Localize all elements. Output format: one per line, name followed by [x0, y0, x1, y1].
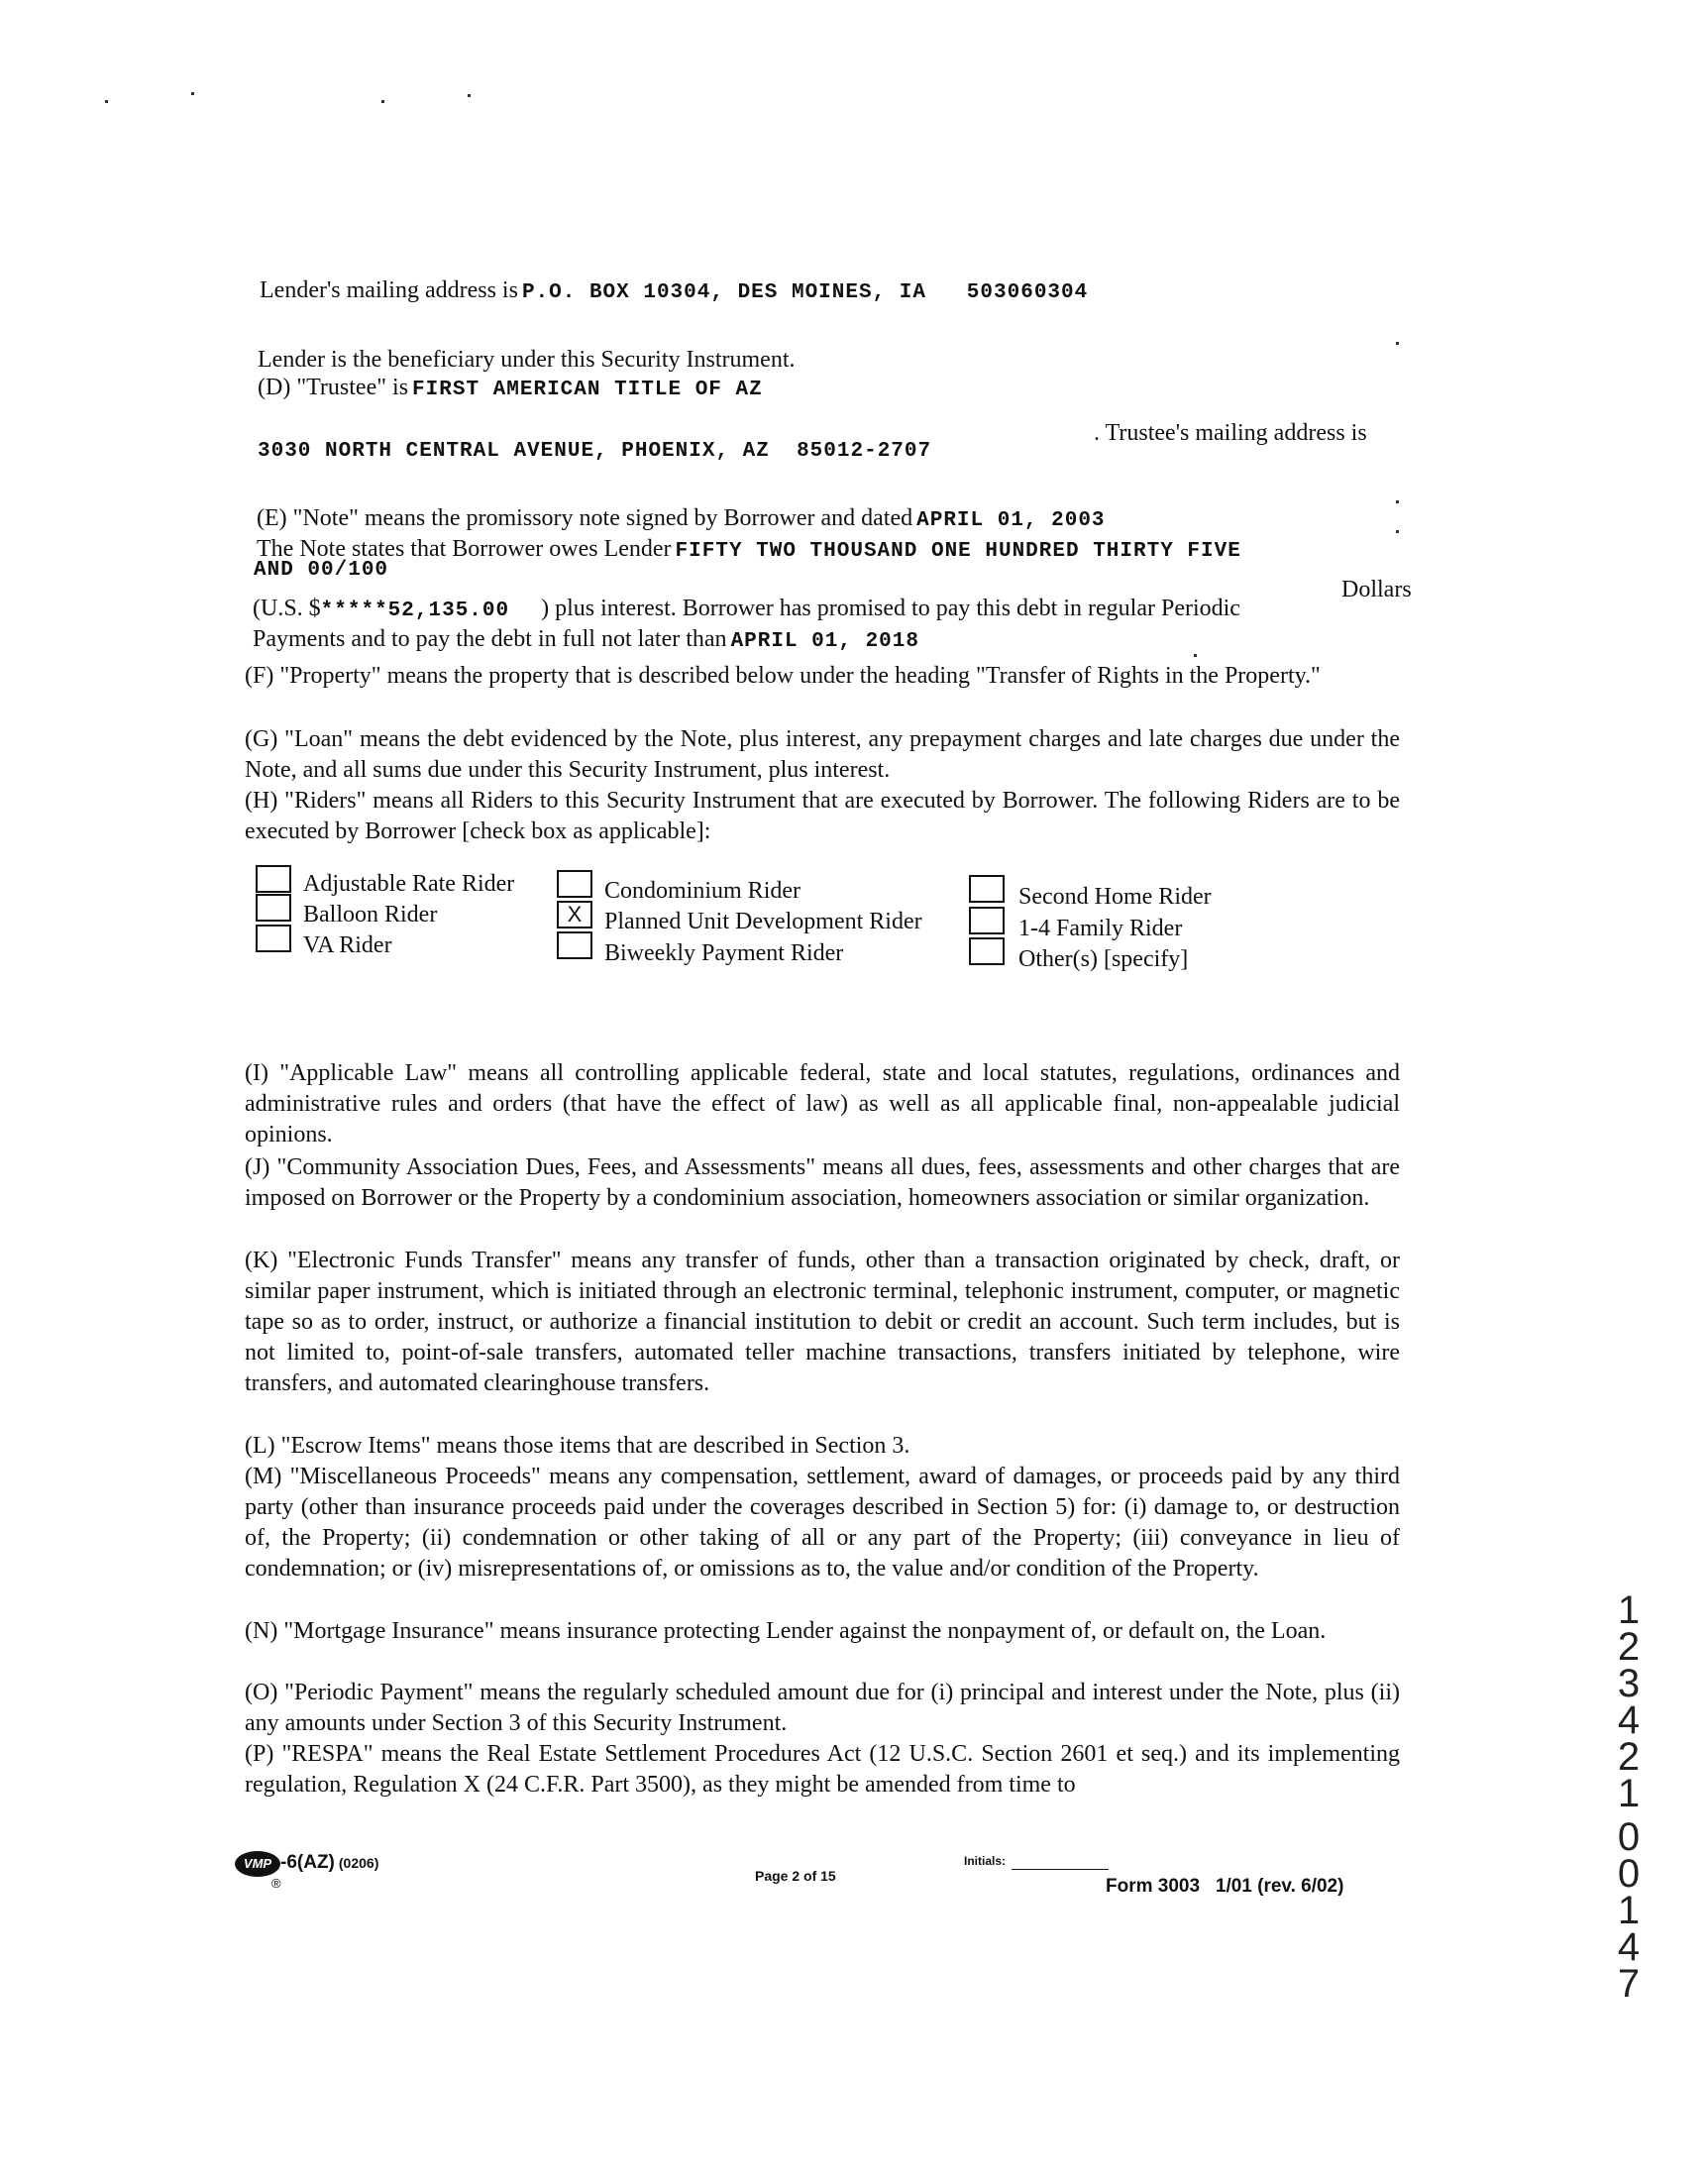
label-planned-unit-development-rider: Planned Unit Development Rider — [604, 909, 922, 934]
scan-speck — [1396, 530, 1399, 533]
form-code — [280, 1852, 378, 1874]
trustee-mailing-label: . Trustee's mailing address is — [1094, 420, 1367, 446]
scan-speck — [381, 100, 384, 103]
paragraph-f-property: (F) "Property" means the property that is described below under the heading "Transfer of Rights in the Property." — [245, 663, 1321, 689]
checkbox-other-riders[interactable] — [969, 937, 1005, 965]
paragraph-j-community-association: (J) "Community Association Dues, Fees, and Assessments" means all dues, fees, assessments and other charges that are imposed on Borrower or the Property by a condominium association, homeowners association or similar organization. — [245, 1154, 1400, 1211]
note-amount-words-cont: AND 00/100 — [254, 559, 389, 582]
checkbox-1-4-family-rider[interactable] — [969, 907, 1005, 934]
paragraph-o-periodic-payment: (O) "Periodic Payment" means the regularly scheduled amount due for (i) principal and interest under the Note, plus (ii) any amounts under Section 3 of this Security Instrument. — [245, 1680, 1400, 1736]
recording-stamp-number-1: 123421 — [1617, 1588, 1641, 1815]
initials-line — [1012, 1869, 1109, 1870]
initials-label: Initials: — [964, 1854, 1007, 1868]
paragraph-l-escrow-items: (L) "Escrow Items" means those items that are described in Section 3. — [245, 1433, 910, 1459]
loan-amount: *****52,135.00 — [320, 600, 510, 622]
form-code-rev: (0206) — [338, 1855, 379, 1871]
label-condominium-rider: Condominium Rider — [604, 878, 801, 904]
vmp-logo-text: VMP — [243, 1856, 272, 1871]
form-code-main: -6(AZ) — [280, 1852, 335, 1873]
label-biweekly-payment-rider: Biweekly Payment Rider — [604, 940, 844, 966]
checkbox-biweekly-payment-rider[interactable] — [557, 931, 592, 959]
recording-stamp-number-2: 00147 — [1617, 1815, 1641, 2006]
trustee-label: (D) "Trustee" is — [258, 375, 409, 400]
payments-text: Payments and to pay the debt in full not later than — [253, 626, 727, 652]
checkbox-va-rider[interactable] — [256, 925, 291, 952]
scan-speck — [1194, 654, 1197, 657]
form-name: Form 3003 1/01 (rev. 6/02) — [1106, 1876, 1344, 1897]
scan-speck — [1396, 500, 1399, 503]
maturity-date: APRIL 01, 2018 — [730, 630, 919, 653]
paragraph-n-mortgage-insurance: (N) "Mortgage Insurance" means insurance protecting Lender against the nonpayment of, or default on, the Loan. — [245, 1618, 1327, 1644]
trustee-name: FIRST AMERICAN TITLE OF AZ — [412, 379, 763, 401]
scan-speck — [105, 100, 108, 103]
paragraph-p-respa: (P) "RESPA" means the Real Estate Settlement Procedures Act (12 U.S.C. Section 2601 et seq.) and its implementing regulation, Regulation X (24 C.F.R. Part 3500), as they might be amended from time to — [245, 1741, 1400, 1798]
note-definition-text: (E) "Note" means the promissory note signed by Borrower and dated — [257, 505, 913, 531]
label-1-4-family-rider: 1-4 Family Rider — [1018, 916, 1183, 941]
note-owes-text: The Note states that Borrower owes Lender — [257, 536, 672, 562]
trustee-line — [258, 375, 763, 401]
checkbox-planned-unit-development-rider[interactable]: X — [557, 901, 592, 928]
beneficiary-line: Lender is the beneficiary under this Security Instrument. — [258, 347, 796, 373]
scan-speck — [1396, 342, 1399, 345]
lender-mailing-address: P.O. BOX 10304, DES MOINES, IA 503060304 — [521, 281, 1089, 304]
label-other-riders: Other(s) [specify] — [1018, 946, 1189, 972]
checkbox-condominium-rider[interactable] — [557, 870, 592, 898]
dollars-label: Dollars — [1341, 577, 1412, 602]
page-number: Page 2 of 15 — [755, 1868, 836, 1884]
label-adjustable-rate-rider: Adjustable Rate Rider — [303, 871, 515, 897]
registered-mark-icon: ® — [271, 1876, 281, 1891]
checkbox-balloon-rider[interactable] — [256, 894, 291, 922]
paragraph-k-electronic-funds-transfer: (K) "Electronic Funds Transfer" means any transfer of funds, other than a transaction originated by check, draft, or similar paper instrument, which is initiated through an electronic terminal, telephonic instrument, computer, or magnetic tape so as to order, instruct, or authorize a financial institution to debit or credit an account. Such term includes, but is not limited to, point-of-sale transfers, automated teller machine transactions, transfers initiated by telephone, wire transfers, and automated clearinghouse transfers. — [245, 1248, 1400, 1396]
scan-speck — [468, 94, 471, 97]
initials-field[interactable] — [964, 1852, 1109, 1870]
note-date: APRIL 01, 2003 — [916, 509, 1106, 532]
plus-interest-text: ) plus interest. Borrower has promised to pay this debt in regular Periodic — [541, 596, 1240, 621]
note-line-1 — [257, 505, 1106, 532]
lender-mailing-label: Lender's mailing address is — [260, 277, 518, 303]
label-va-rider: VA Rider — [303, 932, 392, 958]
paragraph-g-loan: (G) "Loan" means the debt evidenced by the Note, plus interest, any prepayment charges and late charges due under the Note, and all sums due under this Security Instrument, plus interest. — [245, 726, 1400, 783]
us-dollar-label: (U.S. $ — [253, 596, 321, 621]
scan-speck — [191, 92, 194, 95]
paragraph-i-applicable-law: (I) "Applicable Law" means all controlling applicable federal, state and local statutes, regulations, ordinances and administrative rules and orders (that have the effect of law) as well as all applicable final, non-appealable judicial opinions. — [245, 1060, 1400, 1147]
vmp-logo — [235, 1851, 280, 1877]
label-balloon-rider: Balloon Rider — [303, 902, 438, 928]
label-second-home-rider: Second Home Rider — [1018, 884, 1212, 910]
trustee-address: 3030 NORTH CENTRAL AVENUE, PHOENIX, AZ 85012-2707 — [258, 440, 932, 463]
checkbox-adjustable-rate-rider[interactable] — [256, 865, 291, 893]
lender-mailing-line — [260, 277, 1088, 304]
note-line-4 — [253, 596, 1240, 622]
note-line-5 — [253, 626, 919, 653]
note-amount-words: FIFTY TWO THOUSAND ONE HUNDRED THIRTY FIVE — [675, 540, 1241, 563]
checkbox-second-home-rider[interactable] — [969, 875, 1005, 903]
paragraph-m-miscellaneous-proceeds: (M) "Miscellaneous Proceeds" means any compensation, settlement, award of damages, or proceeds paid by any third party (other than insurance proceeds paid under the coverages described in Section 5) for: (i) damage to, or destruction of, the Property; (ii) condemnation or other taking of all or any part of the Property; (iii) conveyance in lieu of condemnation; or (iv) misrepresentations of, or omissions as to, the value and/or condition of the Property. — [245, 1464, 1400, 1582]
note-line-2 — [257, 536, 1241, 563]
paragraph-h-riders: (H) "Riders" means all Riders to this Security Instrument that are executed by Borrower. The following Riders are to be executed by Borrower [check box as applicable]: — [245, 788, 1400, 844]
